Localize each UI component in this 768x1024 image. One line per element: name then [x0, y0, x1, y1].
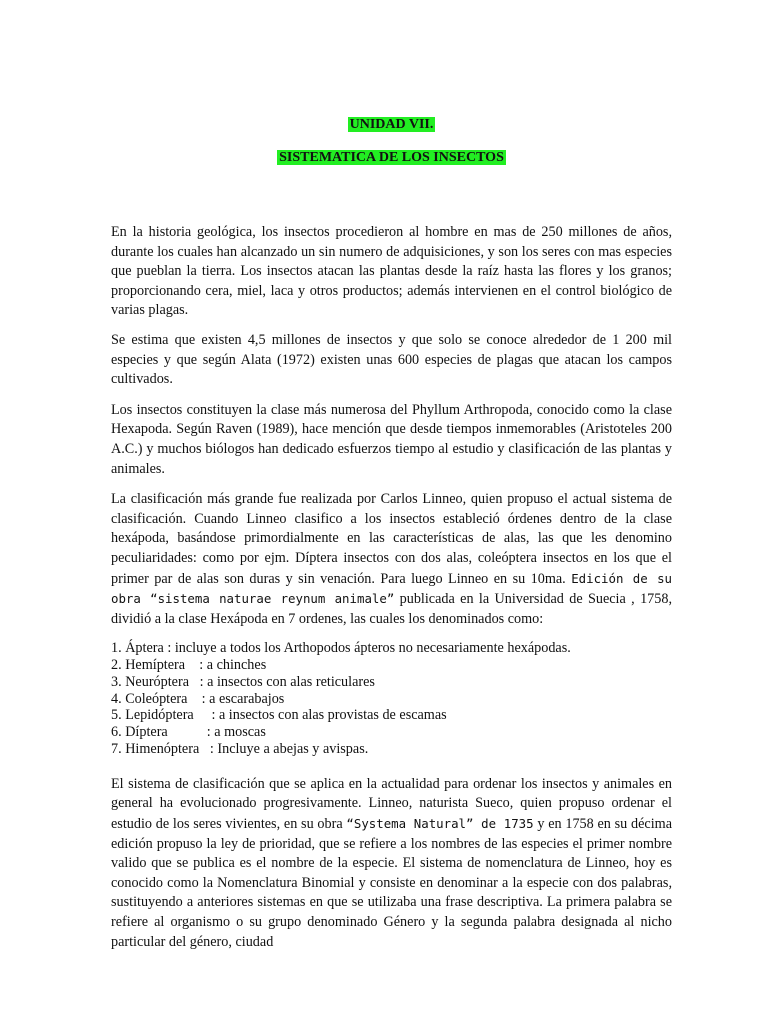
list-item: 1. Áptera : incluye a todos los Arthopodos ápteros no necesariamente hexápodas. [111, 640, 571, 657]
list-item: 7. Himenóptera : Incluye a abejas y avispas. [111, 741, 369, 758]
paragraph-linneo-edition-text: Edición de su obra “sistema naturae reynum animale” [111, 570, 672, 607]
unit-title [111, 116, 672, 134]
paragraph-current-part-c: y en 1758 en su décima edición propuso la ley de prioridad, que se refiere a los nombres de las especies el primer nombre valido que se publica es el nombre de la especie. El sistema de nomenclatura de Linneo, hoy es conocido como la Nomenclatura Binomial y consiste en denominar a la especie con dos palabras, sustituyendo a anteriores sistemas en que se utilizaba una frase descriptiva. La primera palabra se refiere al organismo o su grupo denominado Género y la segunda palabra designada al nicho particular del género, ciudad [111, 816, 673, 950]
section-title [111, 149, 672, 167]
document-page [111, 116, 672, 952]
list-item: 2. Hemíptera : a chinches [111, 657, 267, 674]
paragraph-linneo-classification [111, 490, 672, 629]
paragraph-linneo-part-a: La clasificación más grande fue realizada por Carlos Linneo, quien propuso el actual sistema de clasificación. Cuando Linneo clasifico a los insectos estableció órdenes dentro de la clase hexápoda, basándose primordialmente en las características de alas, las que les denomino peculiaridades: como por ejm. Díptera insectos con dos alas, coleóptera insectos en los que el primer par de alas son duras y sin venación. Para luego Linneo en su 10ma. [111, 491, 672, 587]
list-item: 4. Coleóptera : a escarabajos [111, 690, 285, 707]
unit-title-text: UNIDAD VII. [349, 117, 434, 132]
paragraph-geological-history: En la historia geológica, los insectos procedieron al hombre en mas de 250 millones de años, durante los cuales han alcanzado un sin numero de adquisiciones, y son los seres con mas especies que pueblan la tierra. Los insectos atacan las plantas desde la raíz hasta las flores y los granos; proporcionando cera, miel, laca y otros productos; además intervienen en el control biológico de varias plagas. [111, 224, 672, 319]
paragraph-insect-estimates: Se estima que existen 4,5 millones de insectos y que solo se conoce alrededor de 1 200 mil especies y que según Alata (1972) existen unas 600 especies de plagas que atacan los campos cultivados. [111, 331, 672, 388]
paragraph-current-part-a: El sistema de clasificación que se aplica en la actualidad para ordenar los insectos y animales en general ha evolucionado progresivamente. Linneo, naturista Sueco, quien propuso ordenar el estudio de los seres vivientes, en su obra [111, 775, 672, 833]
list-item: 5. Lepidóptera : a insectos con alas provistas de escamas [111, 707, 447, 724]
section-title-text: SISTEMATICA DE LOS INSECTOS [279, 150, 504, 165]
orders-list [111, 640, 672, 758]
paragraph-current-system [111, 775, 672, 952]
list-item: 3. Neuróptera : a insectos con alas reticulares [111, 673, 375, 690]
paragraph-linneo-part-c: publicada en la Universidad de Suecia , 1758, dividió a la clase Hexápoda en 7 ordenes, las cuales los denominados como: [111, 591, 672, 627]
paragraph-systema-natural-text: “Systema Natural” de 1735 [346, 816, 534, 832]
list-item: 6. Díptera : a moscas [111, 724, 266, 741]
paragraph-hexapoda-class: Los insectos constituyen la clase más numerosa del Phyllum Arthropoda, conocido como la clase Hexapoda. Según Raven (1989), hace mención que desde tiempos inmemorables (Aristoteles 200 A.C.) y muchos biólogos han dedicado esfuerzos tiempo al estudio y clasificación de las plantas y animales. [111, 401, 672, 477]
